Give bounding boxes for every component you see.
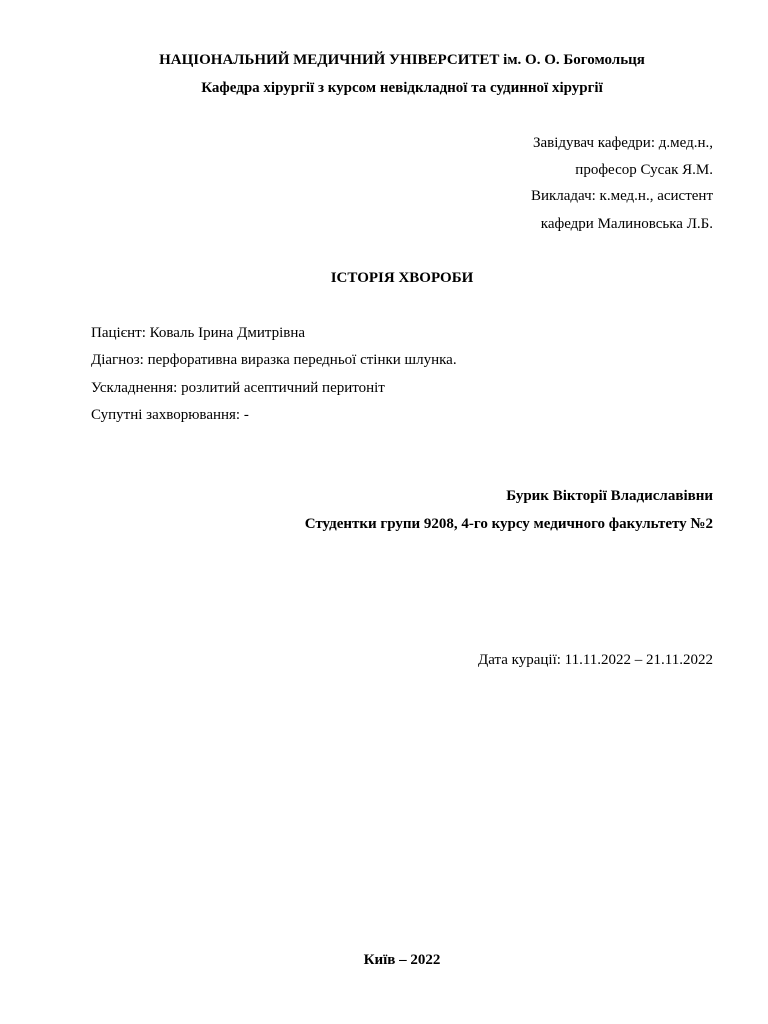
patient-diagnosis: Діагноз: перфоративна виразка передньої стінки шлунка.: [91, 352, 457, 368]
city-year: Київ – 2022: [363, 952, 441, 968]
head-of-department-line-2: професор Сусак Я.М.: [575, 162, 713, 178]
document-title: ІСТОРІЯ ХВОРОБИ: [330, 270, 474, 286]
curation-dates: Дата курації: 11.11.2022 – 21.11.2022: [478, 652, 713, 668]
university-name: НАЦІОНАЛЬНИЙ МЕДИЧНИЙ УНІВЕРСИТЕТ ім. О. О. Богомольця: [159, 52, 645, 68]
patient-comorbidities: Супутні захворювання: -: [91, 407, 249, 423]
author-name: Бурик Вікторії Владиславівни: [506, 488, 713, 504]
teacher-line-2: кафедри Малиновська Л.Б.: [540, 216, 713, 232]
author-group: Студентки групи 9208, 4-го курсу медичного факультету №2: [304, 516, 713, 532]
patient-name: Пацієнт: Коваль Ірина Дмитрівна: [91, 325, 306, 341]
teacher-line-1: Викладач: к.мед.н., асистент: [530, 188, 713, 204]
department-name: Кафедра хірургії з курсом невідкладної та судинної хірургії: [201, 80, 603, 96]
patient-complications: Ускладнення: розлитий асептичний перитоніт: [91, 380, 385, 396]
head-of-department-line-1: Завідувач кафедри: д.мед.н.,: [532, 135, 713, 151]
